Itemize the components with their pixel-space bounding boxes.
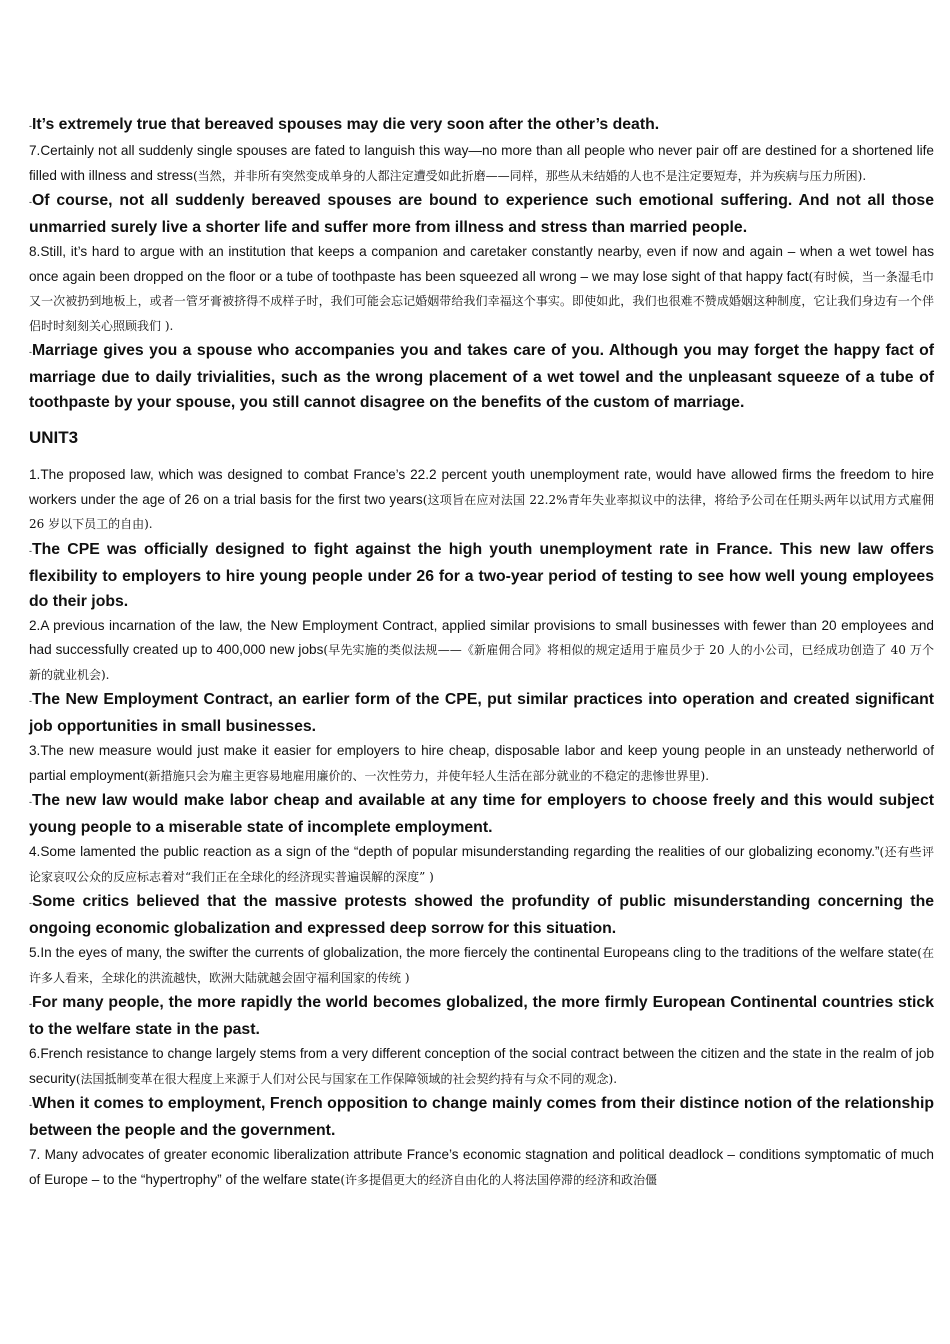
dash-marker: - (29, 197, 32, 207)
source-text: 4.Some lamented the public reaction as a sign of the “depth of popular misunderstanding regarding the realities of our globalizing economy.” (29, 844, 880, 859)
dash-marker: - (29, 696, 32, 706)
source-sentence-u3-2 (29, 614, 934, 688)
source-text: 7. Many advocates of greater economic liberalization attribute France’s economic stagnation and political deadlock – conditions symptomatic of much of Europe – to the “hypertrophy” of the welfare state (29, 1147, 934, 1187)
source-text: 3.The new measure would just make it easier for employers to hire cheap, disposable labor and keep young people in an unsteady netherworld of partial employment (29, 743, 934, 783)
source-text: 6.French resistance to change largely stems from a very different conception of the social contract between the citizen and the state in the realm of job security (29, 1046, 934, 1086)
chinese-translation: (有时候，当一条湿毛巾又一次被扔到地板上，或者一管牙膏被挤得不成样子时，我们可能会忘记婚姻带给我们幸福这个事实。即使如此，我们也很难不赞成婚姻这种制度，它让我们身边有一个伴侣时时刻刻关心照顾我们 ). (29, 269, 934, 333)
paraphrase-u2-7 (29, 188, 934, 240)
source-text: 8.Still, it’s hard to argue with an institution that keeps a companion and caretaker constantly nearby, even if now and again – when a wet towel has once again been dropped on the floor or a tube of toothpaste has been squeezed all wrong – we may lose sight of that happy fact (29, 244, 934, 284)
paraphrase-text: Of course, not all suddenly bereaved spouses are bound to experience such emotional suffering. And not all those unmarried surely live a shorter life and suffer more from illness and stress than married people. (29, 192, 934, 236)
source-sentence-u2-8 (29, 240, 934, 338)
dash-marker: - (29, 1100, 32, 1110)
paraphrase-u3-1 (29, 537, 934, 614)
source-sentence-u3-7 (29, 1143, 934, 1192)
chinese-translation: (在许多人看来，全球化的洪流越快，欧洲大陆就越会固守福利国家的传统 ) (29, 946, 935, 985)
source-sentence-u3-4 (29, 840, 934, 889)
paraphrase-u3-5 (29, 990, 934, 1042)
paraphrase-text: It’s extremely true that bereaved spouses may die very soon after the other’s death. (32, 116, 660, 133)
source-text: 7.Certainly not all suddenly single spouses are fated to languish this way—no more than all people who never pair off are destined for a shortened life filled with illness and stress (29, 143, 934, 183)
paraphrase-text: Some critics believed that the massive protests showed the profundity of public misunderstanding concerning the ongoing economic globalization and expressed deep sorrow for this situation. (29, 893, 934, 937)
paraphrase-text: Marriage gives you a spouse who accompanies you and takes care of you. Although you may forget the happy fact of marriage due to daily trivialities, such as the wrong placement of a wet towel and the unpleasant squeeze of a tube of toothpaste by your spouse, you still cannot disagree on the benefits of the custom of marriage. (29, 342, 934, 411)
paraphrase-text: When it comes to employment, French opposition to change mainly comes from their distince notion of the relationship between the people and the government. (29, 1095, 934, 1139)
dash-marker: - (29, 898, 32, 908)
chinese-translation: (新措施只会为雇主更容易地雇用廉价的、一次性劳力，并使年轻人生活在部分就业的不稳定的悲惨世界里). (143, 768, 710, 783)
chinese-translation: (许多提倡更大的经济自由化的人将法国停滞的经济和政治僵 (340, 1172, 658, 1187)
source-text: 2.A previous incarnation of the law, the New Employment Contract, applied similar provisions to small businesses with fewer than 20 employees and had successfully created up to 400,000 new jobs (29, 617, 934, 657)
dash-marker: - (29, 999, 32, 1009)
source-sentence-u3-5 (29, 941, 934, 990)
paraphrase-u3-4 (29, 889, 934, 941)
chinese-translation: (这项旨在应对法国 22.2%青年失业率拟议中的法律，将给予公司在任期头两年以试用方式雇佣 26 岁以下员工的自由). (29, 492, 935, 531)
source-text: 5.In the eyes of many, the swifter the currents of globalization, the more fiercely the continental Europeans cling to the traditions of the welfare state (29, 945, 918, 960)
chinese-translation: (早先实施的类似法规——《新雇佣合同》将相似的规定适用于雇员少于 20 人的小公司，已经成功创造了 40 万个新的就业机会). (29, 643, 934, 682)
paraphrase-u3-6 (29, 1091, 934, 1143)
paraphrase-text: For many people, the more rapidly the world becomes globalized, the more firmly European Continental countries stick to the welfare state in the past. (29, 994, 934, 1038)
source-sentence-u3-6 (29, 1042, 934, 1091)
paraphrase-u3-2 (29, 687, 934, 739)
paraphrase-u3-3 (29, 788, 934, 840)
dash-marker: - (29, 545, 32, 556)
paraphrase-u2-8 (29, 338, 934, 415)
document-page (29, 112, 934, 1192)
paraphrase-text: The New Employment Contract, an earlier form of the CPE, put similar practices into operation and created significant job opportunities in small businesses. (29, 691, 934, 735)
source-text: 1.The proposed law, which was designed to combat France’s 22.2 percent youth unemployment rate, would have allowed firms the freedom to hire workers under the age of 26 on a trial basis for the first two years (29, 467, 934, 507)
unit-heading: UNIT3 (29, 428, 79, 447)
chinese-translation: (还有些评论家哀叹公众的反应标志着对“我们正在全球化的经济现实普遍误解的深度” ) (29, 845, 934, 884)
paraphrase-top (29, 112, 934, 139)
dash-marker: - (29, 347, 32, 357)
source-sentence-u3-1 (29, 463, 934, 537)
paraphrase-text: The new law would make labor cheap and available at any time for employers to choose freely and this would subject young people to a miserable state of incomplete employment. (29, 792, 934, 836)
paraphrase-text: The CPE was officially designed to fight against the high youth unemployment rate in France. This new law offers flexibility to employers to hire young people under 26 for a two-year period of testing to see how well young employees do their jobs. (29, 540, 934, 610)
source-sentence-u2-7 (29, 139, 934, 188)
dash-marker: - (29, 797, 32, 807)
chinese-translation: (法国抵制变革在很大程度上来源于人们对公民与国家在工作保障领域的社会契约持有与众不同的观念). (75, 1071, 618, 1086)
chinese-translation: (当然，并非所有突然变成单身的人都注定遭受如此折磨——同样，那些从未结婚的人也不是注定要短寿，并为疾病与压力所困). (192, 168, 867, 183)
dash-marker: - (29, 121, 32, 131)
source-sentence-u3-3 (29, 739, 934, 788)
